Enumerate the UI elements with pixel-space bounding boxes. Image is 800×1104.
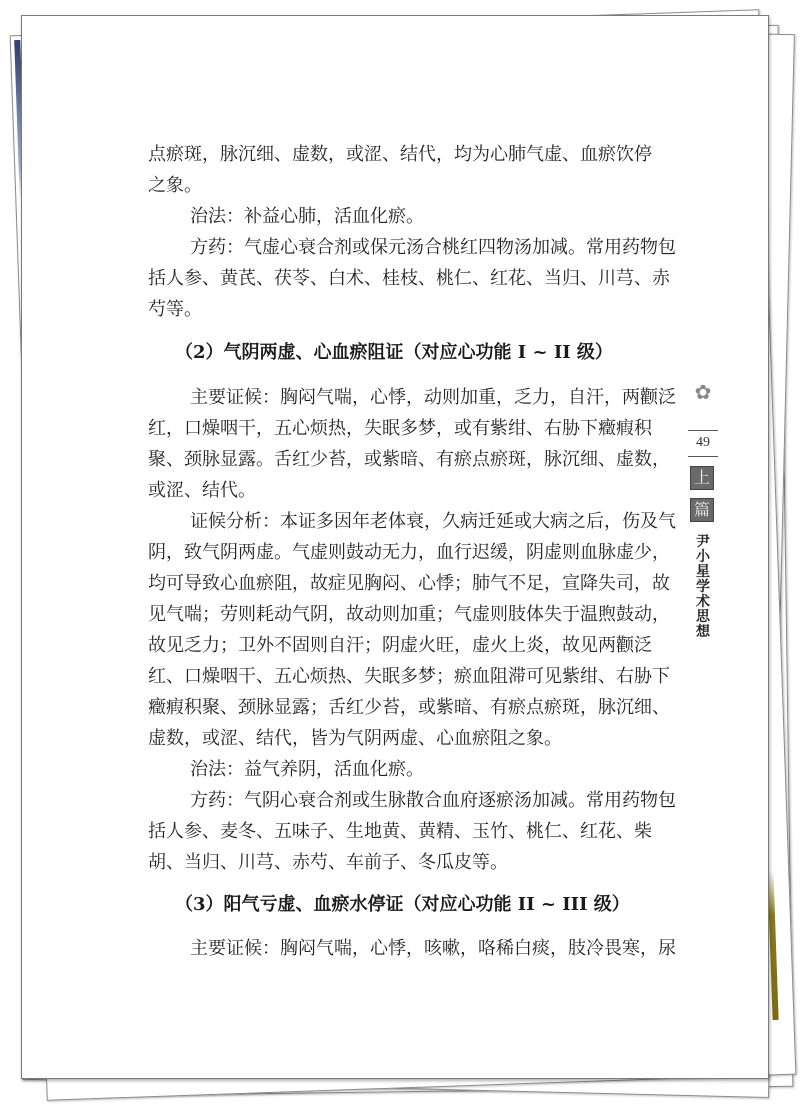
text-line: 均可导致心血瘀阻，故症见胸闷、心悸；肺气不足，宣降失司，故 bbox=[148, 573, 670, 594]
text-line: 主要证候：胸闷气喘，心悸，动则加重，乏力，自汗，两颧泛 bbox=[190, 387, 676, 408]
section-heading: （2）气阴两虚、心血瘀阻证（对应心功能 I ~ II 级） bbox=[175, 342, 613, 363]
text-line: 阴，致气阴两虚。气虚则鼓动无力，血行迟缓，阴虚则血脉虚少， bbox=[148, 542, 670, 563]
text-line: 括人参、麦冬、五味子、生地黄、黄精、玉竹、桃仁、红花、柴 bbox=[148, 821, 652, 842]
text-line: 之象。 bbox=[148, 175, 202, 196]
text-line: 治法：益气养阴，活血化瘀。 bbox=[190, 759, 424, 780]
text-line: 方药：气虚心衰合剂或保元汤合桃红四物汤加减。常用药物包 bbox=[190, 237, 676, 258]
text-line: 见气喘；劳则耗动气阴，故动则加重；气虚则肢体失于温煦鼓动， bbox=[148, 604, 670, 625]
text-line: 或涩、结代。 bbox=[148, 480, 256, 501]
divider bbox=[688, 456, 718, 457]
text-line: 括人参、黄芪、茯苓、白术、桂枝、桃仁、红花、当归、川芎、赤 bbox=[148, 268, 670, 289]
plum-blossom-icon: ✿ bbox=[694, 380, 712, 404]
text-line: 方药：气阴心衰合剂或生脉散合血府逐瘀汤加减。常用药物包 bbox=[190, 790, 676, 811]
section-heading: （3）阳气亏虚、血瘀水停证（对应心功能 II ~ III 级） bbox=[175, 894, 630, 915]
text-line: 癥瘕积聚、颈脉显露；舌红少苔，或紫暗、有瘀点瘀斑，脉沉细、 bbox=[148, 697, 670, 718]
text-line: 故见乏力；卫外不固则自汗；阴虚火旺，虚火上炎，故见两颧泛 bbox=[148, 635, 652, 656]
text-line: 主要证候：胸闷气喘，心悸，咳嗽，咯稀白痰，肢冷畏寒，尿 bbox=[190, 938, 676, 959]
divider bbox=[688, 430, 718, 431]
book-title-vertical: 尹小星学术思想 bbox=[696, 534, 710, 640]
text-line: 治法：补益心肺，活血化瘀。 bbox=[190, 206, 424, 227]
text-line: 红、口燥咽干、五心烦热、失眠多梦；瘀血阻滞可见紫绀、右胁下 bbox=[148, 666, 670, 687]
text-line: 胡、当归、川芎、赤芍、车前子、冬瓜皮等。 bbox=[148, 852, 508, 873]
text-line: 点瘀斑，脉沉细、虚数，或涩、结代，均为心肺气虚、血瘀饮停 bbox=[148, 144, 652, 165]
text-line: 红，口燥咽干，五心烦热，失眠多梦，或有紫绀、右胁下癥瘕积 bbox=[148, 418, 652, 439]
section-badge: 上 bbox=[690, 466, 714, 490]
section-badge: 篇 bbox=[690, 498, 714, 522]
page-number: 49 bbox=[696, 435, 710, 450]
text-line: 聚、颈脉显露。舌红少苔，或紫暗、有瘀点瘀斑，脉沉细、虚数， bbox=[148, 449, 670, 470]
text-line: 证候分析：本证多因年老体衰，久病迁延或大病之后，伤及气 bbox=[190, 511, 676, 532]
text-line: 虚数，或涩、结代，皆为气阴两虚、心血瘀阻之象。 bbox=[148, 728, 562, 749]
text-line: 芍等。 bbox=[148, 299, 202, 320]
